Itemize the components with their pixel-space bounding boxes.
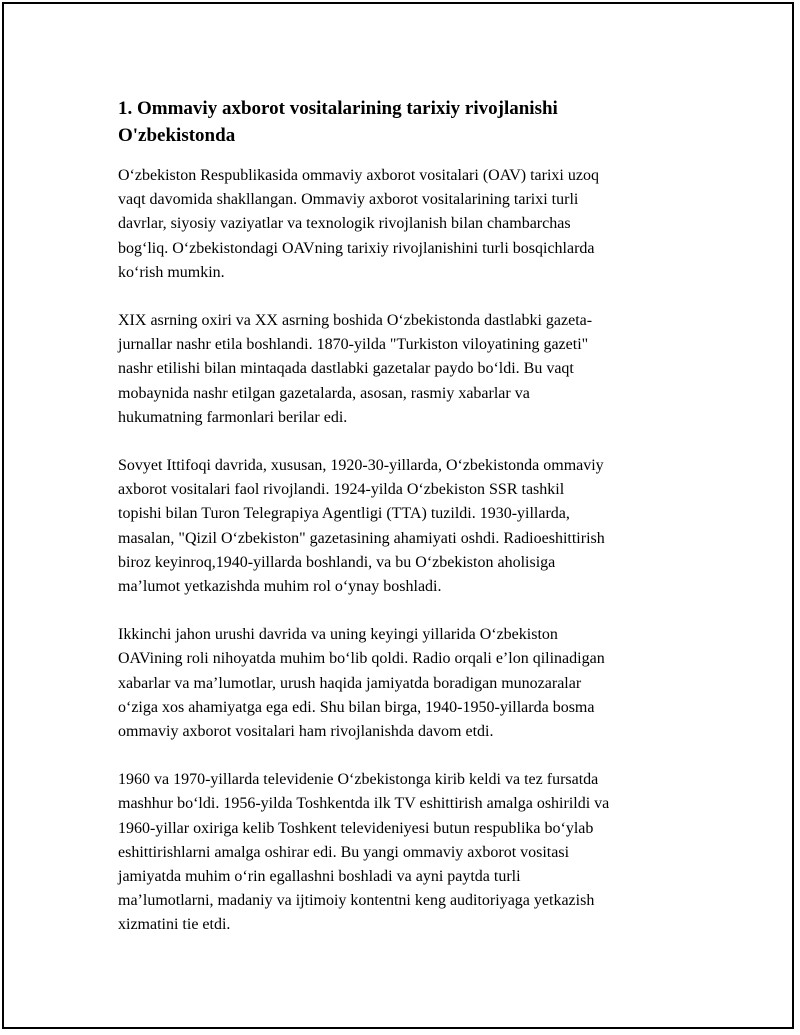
paragraph-19th-century: XIX asrning oxiri va XX asrning boshida O‘zbekistonda dastlabki gazeta- jurnallar nashr etila boshlandi. 1870-yilda "Turkiston viloyatining gazeti" nashr etilishi bilan mintaqada dastlabki gazetalar paydo bo‘ldi. Bu vaqt mobaynida nashr etilgan gazetalarda, asosan, rasmiy xabarlar va hukumatning farmonlari berilar edi. [118,312,593,426]
paragraph-world-war-two: Ikkinchi jahon urushi davrida va uning keyingi yillarida O‘zbekiston OAVining roli nihoyatda muhim bo‘lib qoldi. Radio orqali e’lon qilinadigan xabarlar va ma’lumotlar, urush haqida jamiyatda boradigan munozaralar o‘ziga xos ahamiyatga ega edi. Shu bilan birga, 1940-1950-yillarda bosma ommaviy axborot vositalari ham rivojlanishda davom etdi. [118,626,605,741]
paragraph-television: 1960 va 1970-yillarda televidenie O‘zbekistonga kirib keldi va tez fursatda mashhur bo‘ldi. 1956-yilda Toshkentda ilk TV eshittirish amalga oshirildi va 1960-yillar oxiriga kelib Toshkent televideniyesi butun respublika bo‘ylab eshittirishlarni amalga oshirar edi. Bu yangi ommaviy axborot vositasi jamiyatda muhim o‘rin egallashni boshladi va ayni paytda turli ma’lumotlarni, madaniy va ijtimoiy kontentni keng auditoriyaga yetkazish xizmatini tie etdi. [118,771,610,934]
section-heading: 1. Ommaviy axborot vositalarining tarixiy rivojlanishi O'zbekistonda [118,98,558,146]
document-body [118,95,698,962]
paragraph-intro: O‘zbekiston Respublikasida ommaviy axborot vositalari (OAV) tarixi uzoq vaqt davomida shakllangan. Ommaviy axborot vositalarining tarixi turli davrlar, siyosiy vaziyatlar va texnologik rivojlanish bilan chambarchas bog‘liq. O‘zbekistondagi OAVning tarixiy rivojlanishini turli bosqichlarda ko‘rish mumkin. [118,167,599,281]
paragraph-soviet-era: Sovyet Ittifoqi davrida, xususan, 1920-30-yillarda, O‘zbekistonda ommaviy axborot vositalari faol rivojlandi. 1924-yilda O‘zbekiston SSR tashkil topishi bilan Turon Telegrapiya Agentligi (TTA) tuzildi. 1930-yillarda, masalan, "Qizil O‘zbekiston" gazetasining ahamiyati oshdi. Radioeshittirish biroz keyinroq,1940-yillarda boshlandi, va bu O‘zbekiston aholisiga ma’lumot yetkazishda muhim rol o‘ynay boshladi. [118,457,605,596]
